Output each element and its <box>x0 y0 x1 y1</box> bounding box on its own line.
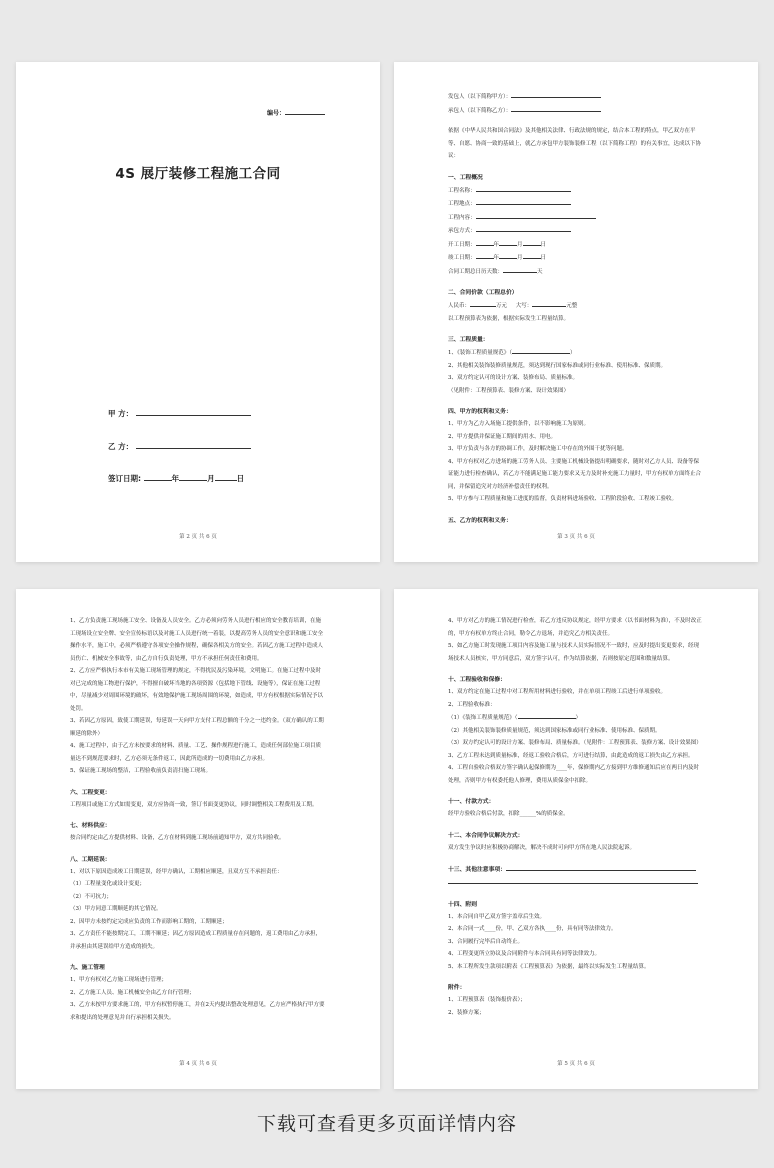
price-note: 以工程预算表为依据，根据实际发生工程量结算。 <box>448 315 570 322</box>
section-heading: 十一、付款方式： <box>448 799 495 805</box>
list-item: 4、施工过程中，由于乙方未按要求的材料、质量、工艺、操作规程进行施工，造成任何部位施工项目质量达不到规范要求时，乙方必须无条件返工，因此所造成的一切费用由乙方承担。 <box>70 743 322 762</box>
list-item: 5、如乙方施工时发现施工项目内容及施工量与技术人员实际情况不一致时，应及时提出变更要求，经现场技术人员核实，甲方同意后，双方签字认可，作为结算依据，否则按原定范围和数量结算。 <box>448 643 700 662</box>
page-number: 第 5 页 共 6 页 <box>557 1061 595 1067</box>
list-item: 4、工程自验收合格双方签字确认起保修期为____年，保修期内乙方接到甲方维修通知后应在两日内及时处理，否则甲方有权委托他人修理，费用从质保金中扣除。 <box>448 765 700 784</box>
list-item: （2）其他相关装饰装修质量规范，须达到国家标准或同行业标准、使用标准、保质期。 <box>448 727 661 734</box>
list-item: 5、甲方参与工程质量和施工进度的监督，负责材料进场验收、工程阶段验收、工程竣工验收。 <box>448 496 678 502</box>
list-item: 2、本合同一式____份，甲、乙双方各执____份，具有同等法律效力。 <box>448 926 617 932</box>
section-heading: 十三、其他注意事项： <box>448 863 704 876</box>
list-item: 2、工程验收标准： <box>448 701 496 708</box>
contract-title: 4S 展厅装修工程施工合同 <box>115 166 281 182</box>
list-item: （1）工程量变化或设计变更； <box>70 881 146 887</box>
list-item: 2、甲方提供并保证施工期间的用水、用电。 <box>448 433 557 440</box>
page-number: 第 4 页 共 6 页 <box>179 1061 217 1067</box>
list-item: 1、乙方负责施工现场施工安全、设备及人员安全。乙方必须向劳务人员进行相应的安全教育培训，在施工现场设立安全牌、安全宣传标语以及对施工人员进行统一着装，以提高劳务人员的安全意识和施工安全操作水平，施工中，必须严格遵守各项安全操作规程，确保各相关方的安全。若因乙方施工过程中造成人员伤亡、机械安全事故等，由乙方自行负责处理，甲方不承担任何责任和费用。 <box>70 618 324 662</box>
contract-cover-page <box>16 62 380 562</box>
list-item: 2、因甲方未按约定完成应负责的工作而影响工期的，工期顺延； <box>70 918 228 925</box>
list-item: 2、乙方施工人员、施工机械安全由乙方自行管理； <box>70 989 195 996</box>
party-a-line: 甲 方： <box>108 408 251 419</box>
list-item: 3、合同履行完毕后自动终止。 <box>448 938 524 945</box>
list-item: 1、甲方有权对乙方施工现场进行管理； <box>70 977 168 983</box>
list-item: （3）甲方同意工期顺延的其它情况。 <box>70 906 162 912</box>
start-date-line: 开工日期： 年 月 日 <box>448 238 704 252</box>
form-line: 工程名称： <box>448 184 704 198</box>
party-b-line: 乙 方： <box>108 441 251 452</box>
section-heading: 九、施工管理 <box>70 965 105 971</box>
list-item: 1、双方约定在施工过程中对工程所用材料进行验收，并在单项工程竣工后进行单项验收。 <box>448 689 667 695</box>
paragraph: 按合同约定由乙方提供材料、设备，乙方在材料到施工现场前通知甲方，双方共同验收。 <box>70 835 285 841</box>
section-heading: 十四、附则 <box>448 901 477 908</box>
section-heading: 四、甲方的权利和义务： <box>448 409 512 415</box>
section-heading: 一、工程概况 <box>448 174 483 181</box>
list-item: 4、甲方有权对乙方进场的施工劳务人员、主要施工机械设备提出明确要求，随时对乙方人员、设备等保证能力进行检查确认，若乙方不能满足施工能力要求又无力及时补充施工力量时，甲方有权单方面终止合同，并保留追究对方经济补偿责任的权利。 <box>448 458 702 490</box>
contract-page-4 <box>16 589 380 1089</box>
section-heading: 十二、本合同争议解决方式： <box>448 832 524 839</box>
list-item: 2、乙方应严格执行本市有关施工现场管理的规定，不得扰民及污染环境，文明施工。在施工过程中及时对已完成的施工物进行保护，不得擅自破坏当地的各项资源（包括地下管线、设施等），保证在施工过程中，尽量减少对周围环境的破坏，有效地保护施工现场周围的环境，如造成，甲方有权根据实际情况予以处罚。 <box>70 668 324 712</box>
list-item: 3、乙方责任不能按期完工，工期不顺延；因乙方原因造成工程质量存在问题的，返工费用由乙方承担，并承担由其延误给甲方造成的损失。 <box>70 931 322 950</box>
list-item: （2）不可抗力； <box>70 893 112 900</box>
section-heading: 六、工程变更： <box>70 789 111 796</box>
paragraph: 经甲方验收合格后付款，扣除______%的质保金。 <box>448 811 569 817</box>
list-item: 1、工程预算表（装饰报价表）； <box>448 997 526 1003</box>
form-line: 工程内容： <box>448 211 704 225</box>
days-line: 合同工期总日历天数： 天 <box>448 265 704 279</box>
section-heading: 二、合同价款（工程总价） <box>448 290 518 296</box>
list-item: 1、对以下原因造成竣工日期延误，经甲方确认，工期相应顺延，且双方互不承担责任： <box>70 868 283 875</box>
list-item: 3、双方约定认可的设计方案、装修布局、质量标准。 <box>448 375 579 381</box>
section-heading: 七、材料供应： <box>70 823 111 829</box>
end-date-line: 竣工日期： 年 月 日 <box>448 251 704 265</box>
list-item: 2、其他相关装饰装修质量规范，须达到现行国家标准或同行业标准、使用标准、保质期。 <box>448 362 667 369</box>
section-heading: 附件： <box>448 985 466 991</box>
form-line: 承包方式： <box>448 224 704 238</box>
list-item: 3、甲方负责与各方的协调工作，及时解决施工中存在的外围干扰等问题。 <box>448 446 628 452</box>
list-item: 1、本合同自甲乙双方签字盖章后生效。 <box>448 913 546 920</box>
list-item: （1）《装饰工程质量规范》（ ） <box>448 711 704 725</box>
list-item: 4、工程变更所立协议及合同附件与本合同具有同等法律效力。 <box>448 951 601 957</box>
section-heading: 十、工程验收和保修： <box>448 677 506 683</box>
section-heading: 八、工期延误： <box>70 856 111 863</box>
list-item: 3、乙方工程未达到质量标准，经返工验收合格后，方可进行结算，由此造成的返工损失由乙方承担。 <box>448 752 694 759</box>
intro-paragraph: 依据《中华人民共和国合同法》及其他相关法律、行政法规的规定，结合本工程的特点，甲乙双方在平等、自愿、协商一致的基础上，就乙方承包甲方装饰装修工程（以下简称工程）的有关事宜，达成以下协议： <box>448 128 702 159</box>
paragraph: 工程项目或施工方式如需变更，双方应协商一致，签订书面变更协议，同时调整相关工程费用及工期。 <box>70 801 318 808</box>
page-number: 第 3 页 共 6 页 <box>557 534 595 540</box>
contractor-line: 承包人（以下简称乙方）： <box>448 104 704 118</box>
list-item: 3、若因乙方原因，致使工期延误，每延误一天向甲方支付工程总额的千分之一违约金。（双方确认的工期顺延的除外） <box>70 718 324 737</box>
sign-date-line: 签订日期: 年 月 日 <box>108 474 245 483</box>
list-item: 2、装修方案； <box>448 1009 485 1016</box>
list-item: （见附件：工程预算表、装修方案、设计效果图） <box>448 387 570 394</box>
contract-number-field: 编号： <box>267 107 325 117</box>
list-item: （3）双方约定认可的设计方案、装修布局、质量标准。（见附件：工程预算表、装修方案、设计效果图） <box>448 740 702 746</box>
list-item: 1、《装饰工程质量规范》（ ） <box>448 346 704 360</box>
list-item: 3、乙方未按甲方要求施工的，甲方有权暂停施工，并在2天内提出整改处理意见，乙方应严格执行甲方要求和提出的处理意见并自行承担相关损失。 <box>70 1002 325 1021</box>
price-line: 人民币： 万元 大写： 元整 <box>448 299 704 313</box>
form-line: 工程地点： <box>448 197 704 211</box>
list-item: 4、甲方对乙方的施工情况进行检查，若乙方违反协议规定，经甲方要求（以书面材料为准），不及时改正的，甲方有权单方终止合同，勒令乙方退场，并追究乙方相关责任。 <box>448 618 702 637</box>
download-caption: 下载可查看更多页面详情内容 <box>256 1113 517 1135</box>
paragraph: 双方发生争议时应积极协商解决，解决不成时可向甲方所在地人民法院起诉。 <box>448 844 636 851</box>
section-heading: 三、工程质量： <box>448 337 489 343</box>
contract-page-5 <box>394 589 758 1089</box>
section-heading: 五、乙方的权利和义务： <box>448 517 512 524</box>
list-item: 1、甲方为乙方入场施工提供条件，以不影响施工为原则。 <box>448 421 590 427</box>
blank-line <box>448 876 704 890</box>
list-item: 5、保证施工现场的整洁，工程验收前负责清扫施工现场。 <box>70 768 212 774</box>
list-item: 5、本工程所发生款项以附表《工程预算表》为依据，最终以实际发生工程量结算。 <box>448 963 650 970</box>
employer-line: 发包人（以下简称甲方）： <box>448 90 704 104</box>
page-number: 第 2 页 共 6 页 <box>179 534 217 540</box>
contract-page-3 <box>394 62 758 562</box>
